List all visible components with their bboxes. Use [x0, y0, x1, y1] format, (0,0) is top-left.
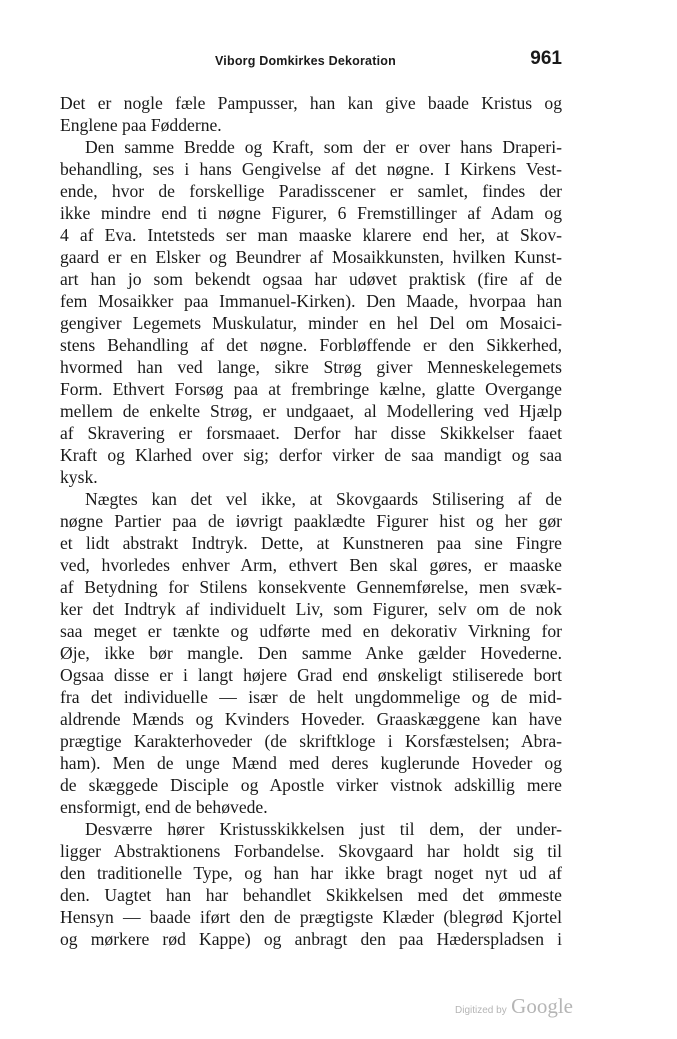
text-line: ham). Men de unge Mænd med deres kuglerunde Hoveder og [60, 753, 562, 773]
text-line: ensformigt, end de behøvede. [60, 797, 268, 817]
text-line: nøgne Partier paa de iøvrigt paaklædte Figurer hist og her gør [60, 511, 562, 531]
text-line: mellem de enkelte Strøg, er undgaaet, al Modellering ved Hjælp [60, 401, 562, 421]
digitized-watermark [455, 994, 573, 1019]
text-line: kysk. [60, 467, 98, 487]
text-line: 4 af Eva. Intetsteds ser man maaske klarere end her, at Skov- [60, 225, 562, 245]
text-line: ker det Indtryk af individuelt Liv, som Figurer, selv om de nok [60, 599, 562, 619]
text-line: prægtige Karakterhoveder (de skriftkloge i Korsfæstelsen; Abra- [60, 731, 562, 751]
text-line: behandling, ses i hans Gengivelse af det nøgne. I Kirkens Vest- [60, 159, 562, 179]
text-line: Desværre hører Kristusskikkelsen just til dem, der under- [85, 819, 562, 839]
text-line: Form. Ethvert Forsøg paa at frembringe kælne, glatte Overgange [60, 379, 562, 399]
text-line: fra det individuelle — især de helt ungdommelige og de mid- [60, 687, 562, 707]
text-line: art han jo som bekendt ogsaa har udøvet praktisk (fire af de [60, 269, 562, 289]
text-line: gaard er en Elsker og Beundrer af Mosaikkunsten, hvilken Kunst- [60, 247, 562, 267]
text-line: Kraft og Klarhed over sig; derfor virker de saa mandigt og saa [60, 445, 562, 465]
text-line: hvormed han ved lange, sikre Strøg giver Menneskelegemets [60, 357, 562, 377]
text-line: de skæggede Disciple og Apostle virker vistnok adskillig mere [60, 775, 562, 795]
text-line: Nægtes kan det vel ikke, at Skovgaards Stilisering af de [85, 489, 562, 509]
watermark-prefix: Digitized by [455, 1005, 507, 1016]
text-line: aldrende Mænds og Kvinders Hoveder. Graaskæggene kan have [60, 709, 562, 729]
text-line: Det er nogle fæle Pampusser, han kan give baade Kristus og [60, 93, 562, 113]
text-line: ikke mindre end ti nøgne Figurer, 6 Fremstillinger af Adam og [60, 203, 562, 223]
text-line: af Skravering er forsmaaet. Derfor har disse Skikkelser faaet [60, 423, 562, 443]
body-text [60, 92, 562, 950]
text-line: den traditionelle Type, og han har ikke bragt noget nyt ud af [60, 863, 562, 883]
text-line: fem Mosaikker paa Immanuel-Kirken). Den Maade, hvorpaa han [60, 291, 562, 311]
text-line: Ogsaa disse er i langt højere Grad end ønskeligt stiliserede bort [60, 665, 562, 685]
text-line: ligger Abstraktionens Forbandelse. Skovgaard har holdt sig til [60, 841, 562, 861]
text-line: og mørkere rød Kappe) og anbragt den paa Hæderspladsen i [60, 929, 562, 949]
text-line: af Betydning for Stilens konsekvente Gennemførelse, men svæk- [60, 577, 562, 597]
text-line: et lidt abstrakt Indtryk. Dette, at Kunstneren paa sine Fingre [60, 533, 562, 553]
text-line: den. Uagtet han har behandlet Skikkelsen med det ømmeste [60, 885, 562, 905]
text-line: ved, hvorledes enhver Arm, ethvert Ben skal gøres, er maaske [60, 555, 562, 575]
page-number: 961 [530, 48, 562, 69]
text-line: gengiver Legemets Muskulatur, minder en hel Del om Mosaici- [60, 313, 562, 333]
text-line: Englene paa Fødderne. [60, 115, 222, 135]
text-line: Den samme Bredde og Kraft, som der er over hans Draperi- [85, 137, 562, 157]
running-title: Viborg Domkirkes Dekoration [215, 54, 396, 68]
text-line: Hensyn — baade iført den de prægtigste Klæder (blegrød Kjortel [60, 907, 562, 927]
text-line: Øje, ikke bør mangle. Den samme Anke gælder Hovederne. [60, 643, 562, 663]
text-line: stens Behandling af det nøgne. Forbløffende er den Sikkerhed, [60, 335, 562, 355]
page-header [60, 48, 562, 78]
watermark-brand: Google [511, 994, 573, 1018]
text-line: saa meget er tænkte og udførte med en dekorativ Virkning for [60, 621, 562, 641]
text-line: ende, hvor de forskellige Paradisscener er samlet, findes der [60, 181, 562, 201]
